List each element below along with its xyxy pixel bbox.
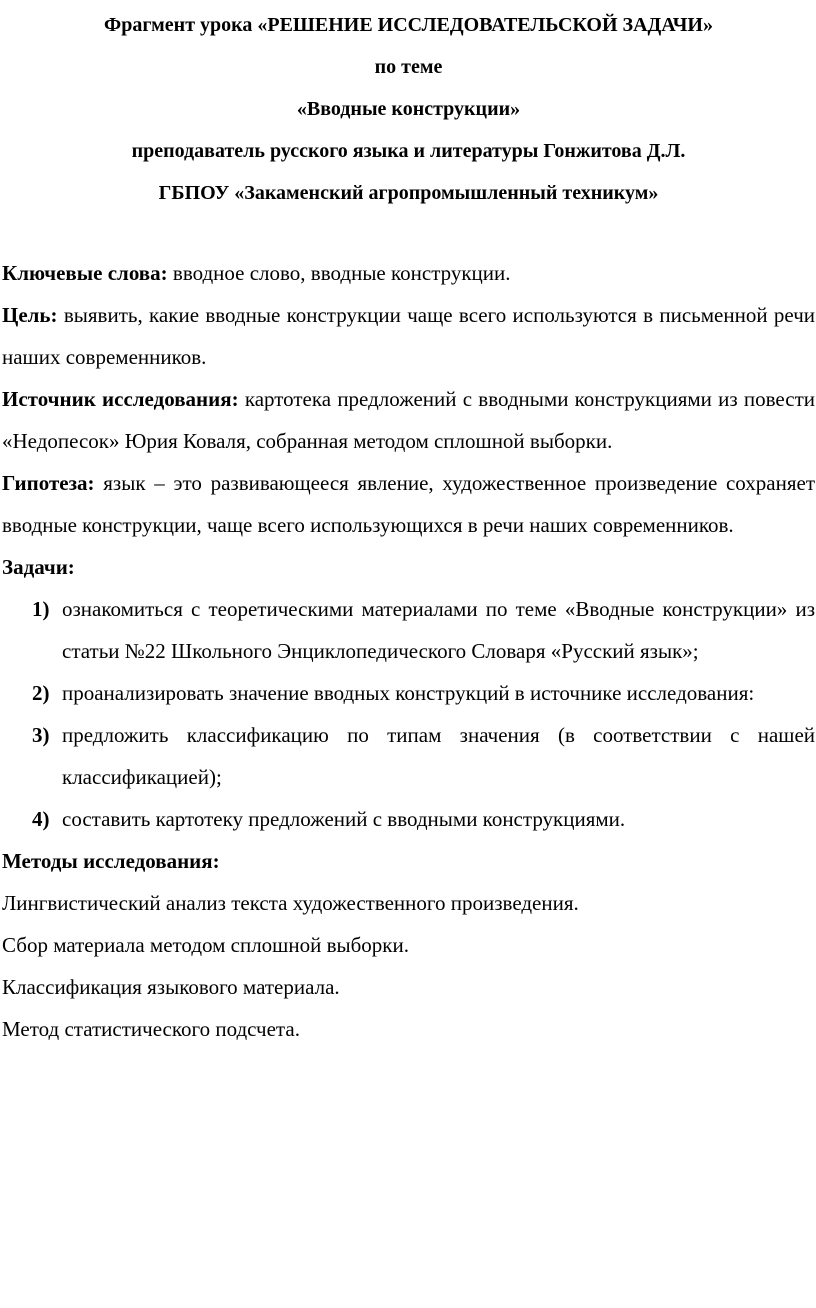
methods-label: Методы исследования: — [2, 849, 220, 873]
task-number: 2) — [32, 681, 50, 705]
source-text: картотека предложений с вводными конструкциями из повести «Недопесок» Юрия Коваля, собранная методом сплошной выборки. — [2, 387, 815, 453]
methods-heading — [2, 840, 815, 882]
topic-label: по теме — [374, 56, 443, 78]
topic-title: «Вводные конструкции» — [296, 98, 521, 120]
keywords-label: Ключевые слова: — [2, 261, 168, 285]
task-text: проанализировать значение вводных конструкций в источнике исследования: — [62, 681, 755, 705]
hypothesis-paragraph — [2, 462, 815, 546]
header-spacer — [2, 214, 815, 252]
document-header — [2, 4, 815, 214]
task-text: составить картотеку предложений с вводными конструкциями. — [62, 807, 626, 831]
keywords-text: вводное слово, вводные конструкции. — [167, 261, 511, 285]
task-number: 4) — [32, 807, 50, 831]
goal-label: Цель: — [2, 303, 58, 327]
keywords-paragraph — [2, 252, 815, 294]
institution-line: ГБПОУ «Закаменский агропромышленный техникум» — [158, 182, 659, 204]
hypothesis-label: Гипотеза: — [2, 471, 95, 495]
method-item: Лингвистический анализ текста художественного произведения. — [2, 891, 579, 915]
list-item — [2, 588, 815, 672]
list-item — [2, 714, 815, 798]
task-text: ознакомиться с теоретическими материалами по теме «Вводные конструкции» из статьи №22 Школьного Энциклопедического Словаря «Русский язык»; — [62, 597, 815, 663]
task-number: 3) — [32, 723, 50, 747]
teacher-line: преподаватель русского языка и литературы Гонжитова Д.Л. — [131, 140, 686, 162]
method-item: Сбор материала методом сплошной выборки. — [2, 933, 409, 957]
list-item — [2, 672, 815, 714]
list-item — [2, 798, 815, 840]
method-item: Метод статистического подсчета. — [2, 1017, 300, 1041]
hypothesis-text: язык – это развивающееся явление, художественное произведение сохраняет вводные конструкции, чаще всего использующихся в речи наших современников. — [2, 471, 815, 537]
source-label: Источник исследования: — [2, 387, 239, 411]
method-item: Классификация языкового материала. — [2, 975, 340, 999]
task-number: 1) — [32, 597, 50, 621]
tasks-list — [2, 588, 815, 840]
tasks-label: Задачи: — [2, 555, 75, 579]
source-paragraph — [2, 378, 815, 462]
lesson-title: Фрагмент урока «РЕШЕНИЕ ИССЛЕДОВАТЕЛЬСКОЙ ЗАДАЧИ» — [104, 14, 713, 36]
task-text: предложить классификацию по типам значения (в соответствии с нашей классификацией); — [62, 723, 815, 789]
goal-text: выявить, какие вводные конструкции чаще всего используются в письменной речи наших современников. — [2, 303, 815, 369]
tasks-heading — [2, 546, 815, 588]
goal-paragraph — [2, 294, 815, 378]
